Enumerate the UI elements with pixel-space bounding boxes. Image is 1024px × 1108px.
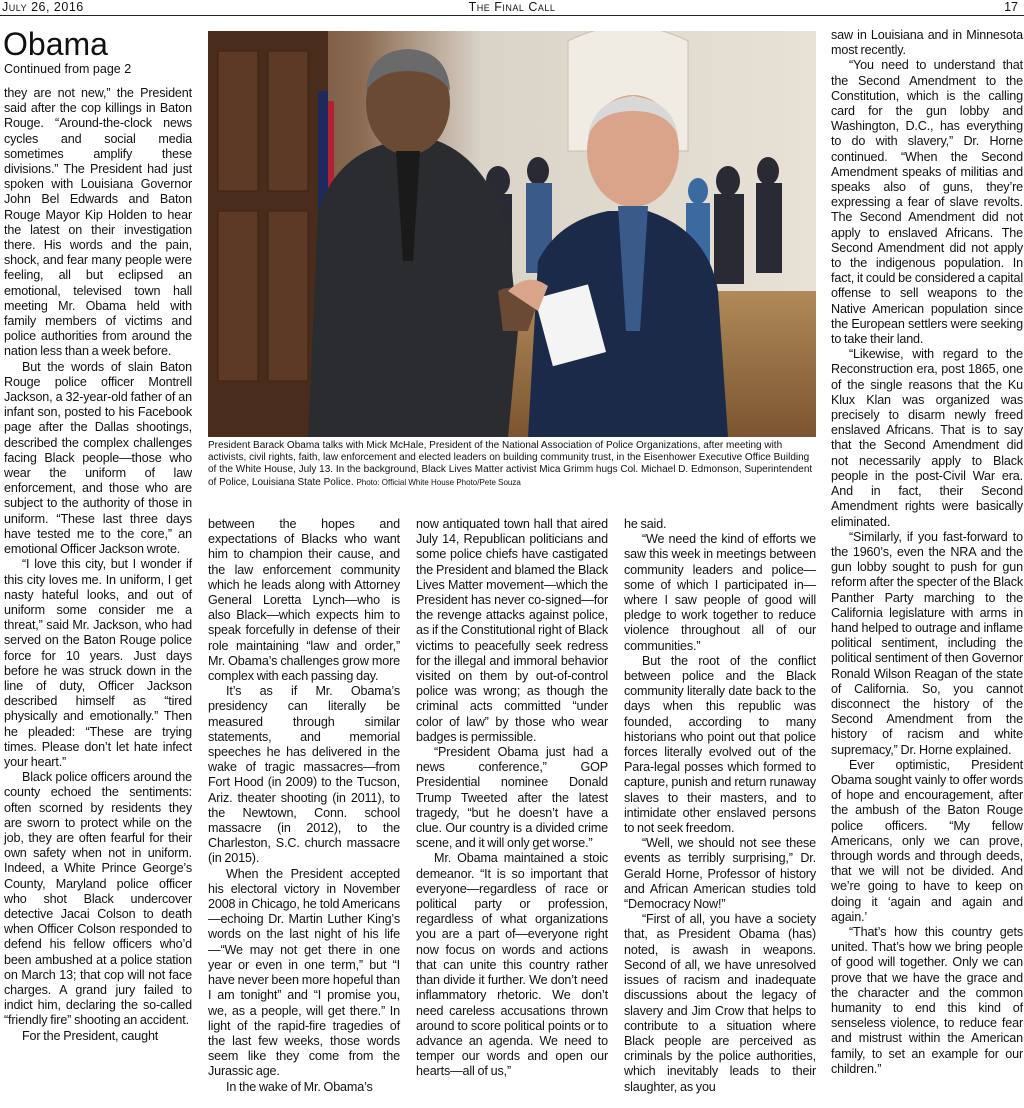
text-column-3 bbox=[416, 517, 608, 1080]
text-column-1 bbox=[4, 86, 192, 1044]
paragraph: now antiquated town hall that aired July 14, Republican politicians and some police chiefs have castigated the President and blamed the Black Lives Matter movement—which the President has never co-signed—for the revenge attacks against police, as if the Constitutional right of Black victims to peacefully seek redress for the illegal and immoral behavior visited on them by out-of-control police was wrong; as though the criminal acts committed “under color of law” by those who wear badges is permissible. bbox=[416, 517, 608, 744]
photo-credit: Photo: Official White House Photo/Pete Souza bbox=[356, 477, 521, 487]
paragraph: “I love this city, but I wonder if this city loves me. In uniform, I get nasty hateful looks, and out of uniform some consider me a threat,” said Mr. Jackson, who had served on the Baton Rouge police force for 10 years. Just days before he was struck down in the line of duty, Officer Jackson described himself as “tired physically and emotionally.” Then he pleaded: “These are trying times. Please don’t let hate infect your heart.” bbox=[4, 557, 192, 769]
paragraph: saw in Louisiana and in Minnesota most recently. bbox=[831, 28, 1023, 58]
paragraph: “You need to understand that the Second Amendment to the Constitution, which is the calling card for the gun lobby and Washington, D.C., has everything to do with slavery,” Dr. Horne continued. “When the Second Amendment speaks of militias and speaks also of guns, they’re expressing a fear of slave revolts. The Second Amendment did not apply to enslaved Africans. The Second Amendment did not apply to the indigenous population. In fact, it could be considered a capital offense to sell weapons to the Native American population since the European settlers were seeking to take their land. bbox=[831, 58, 1023, 347]
paragraph: he said. bbox=[624, 517, 667, 531]
news-photo bbox=[208, 31, 816, 437]
paragraph: When the President accepted his electoral victory in November 2008 in Chicago, he told Americans—echoing Dr. Martin Luther King’s words on the last night of his life—“We may not get there in one year or even in one term,” but “I have never been more hopeful than I am tonight” and “I promise you, we, as a people, will get there.” In light of the rapid-fire tragedies of the last few weeks, those words seem like they come from the Jurassic age. bbox=[208, 866, 400, 1079]
caption-text: President Barack Obama talks with Mick McHale, President of the National Association of Police Organizations, after meeting with activists, civil rights, faith, law enforcement and elected leaders on building community trust, in the Eisenhower Executive Office Building of the White House, July 13. In the background, Black Lives Matter activist Mica Grimm hugs Col. Michael D. Edmonson, Superintendent of Police, Louisiana State Police. bbox=[208, 440, 813, 488]
continued-line: Continued from page 2 bbox=[4, 62, 132, 76]
paragraph: Ever optimistic, President Obama sought vainly to offer words of hope and encouragement, after the ambush of the Baton Rouge police officers. “My fellow Americans, only we can prove, through words and through deeds, that we will not be divided. And we’re going to have to keep on doing it ‘again and again and again.’ bbox=[831, 757, 1023, 924]
paragraph: “Likewise, with regard to the Reconstruction era, post 1865, one of the single reasons that the Ku Klux Klan was organized was precisely to disarm newly freed enslaved Africans. That is to say that the Second Amendment did not necessarily apply to Black people in the post-Civil War era. And in fact, their Second Amendment rights were basically eliminated. bbox=[831, 347, 1023, 529]
photo-caption bbox=[208, 440, 816, 489]
page-number: 17 bbox=[1004, 0, 1018, 14]
paragraph: they are not new,” the President said after the cop killings in Baton Rouge. “Around-the-clock news cycles and social media sometimes amplify these divisions.” The President had just spoken with Louisiana Governor John Bel Edwards and Baton Rouge Mayor Kip Holden to hear the latest on their investigation there. His words and the pain, shock, and fear many people were feeling, all but eclipsed an emotional, televised town hall meeting Mr. Obama held with family members of victims and police authorities from around the nation less than a week before. bbox=[4, 86, 192, 359]
paragraph: “Well, we should not see these events as terribly surprising,” Dr. Gerald Horne, Professor of history and African American studies told “Democracy Now!” bbox=[624, 836, 816, 912]
paragraph: “Similarly, if you fast-forward to the 1960’s, even the NRA and the gun lobby sought to push for gun reform after the specter of the Black Panther Party marching to the California legislature with arms in hand helped to outrage and inflame political sentiment, including the political sentiment of then Governor Ronald Wilson Reagan of the state of California. So, you cannot disconnect the history of the Second Amendment from the history of racism and white supremacy,” Dr. Horne explained. bbox=[831, 529, 1023, 757]
paragraph: “We need the kind of efforts we saw this week in meetings between community leaders and police—some of which I participated in—where I saw people of good will pledge to work together to reduce violence throughout all of our communities.” bbox=[624, 532, 816, 653]
text-column-2 bbox=[208, 517, 400, 1095]
issue-date: July 26, 2016 bbox=[2, 0, 84, 14]
paragraph: In the wake of Mr. Obama’s bbox=[226, 1079, 373, 1094]
photo-illustration bbox=[208, 31, 816, 437]
text-column-4 bbox=[624, 517, 816, 1095]
text-column-5 bbox=[831, 28, 1023, 1077]
page-header bbox=[0, 0, 1024, 16]
paragraph: “That’s how this country gets united. That’s how we bring people of good will together. Only we can prove that we have the grace and the character and the common humanity to end this kind of senseless violence, to reduce fear and mistrust within the American family, to set an example for our children.” bbox=[831, 924, 1023, 1076]
paragraph: Black police officers around the county echoed the sentiments: often scorned by residents they are sworn to protect while on the job, they are often fearful for their own safety when not in uniform. Indeed, a White Prince George’s County, Maryland police officer who shot Black undercover detective Jacai Colson to death when Officer Colson responded to defend his fellow officers who’d been ambushed at a police station on March 13; that cop will not face charges. A grand jury failed to indict him, declaring the so-called “friendly fire” shooting an accident. bbox=[4, 770, 192, 1028]
paragraph: It’s as if Mr. Obama’s presidency can literally be measured through similar statements, and memorial speeches he has delivered in the wake of tragic massacres—from Fort Hood (in 2009) to the Tucson, Ariz. theater shooting (in 2011), to the Newtown, Conn. school massacre (in 2012), to the Charleston, S.C. church massacre (in 2015). bbox=[208, 684, 400, 866]
paragraph: between the hopes and expectations of Blacks who want him to champion their cause, and the law enforcement community which he leads along with Attorney General Loretta Lynch—who is also Black—which expects him to speak forcefully in defense of their role maintaining “law and order,” Mr. Obama’s challenges grow more complex with each passing day. bbox=[208, 517, 400, 684]
paragraph: Mr. Obama maintained a stoic demeanor. “It is so important that everyone—regardless of race or political party or profession, regardless of what organizations you are a part of—everyone right now focus on words and actions that can unite this country rather than divide it further. We don’t need inflammatory rhetoric. We don’t need careless accusations thrown around to score political points or to advance an agenda. We need to temper our words and open our hearts—all of us,” bbox=[416, 851, 608, 1079]
paragraph: But the root of the conflict between police and the Black community literally date back to the days when this republic was founded, according to many historians who point out that police forces literally evolved out of the Para-legal posses which formed to capture, punish and return runaway slaves to their masters, and to intimidate other enslaved persons to not seek freedom. bbox=[624, 653, 816, 836]
paragraph: But the words of slain Baton Rouge police officer Montrell Jackson, a 32-year-old father of an infant son, posted to his Facebook page after the Dallas shootings, described the complex challenges facing Black people—those who wear the uniform of law enforcement, and those who are subject to the authority of those in uniform. “These last three days have tested me to the core,” an emotional Officer Jackson wrote. bbox=[4, 359, 192, 557]
paragraph: “President Obama just had a news conference,” GOP Presidential nominee Donald Trump Tweeted after the latest tragedy, “but he doesn’t have a clue. Our country is a divided crime scene, and it will only get worse.” bbox=[416, 745, 608, 851]
newspaper-name: The Final Call bbox=[468, 0, 556, 14]
article-title: Obama bbox=[3, 26, 108, 62]
paragraph: “First of all, you have a society that, as President Obama (has) noted, is awash in weapons. Second of all, we have unresolved issues of racism and inadequate discussions about the legacy of slavery and Jim Crow that helps to contribute to a situation where Black people are perceived as criminals by the police authorities, which inevitably leads to their slaughter, as you bbox=[624, 912, 816, 1094]
paragraph: For the President, caught bbox=[22, 1028, 159, 1043]
